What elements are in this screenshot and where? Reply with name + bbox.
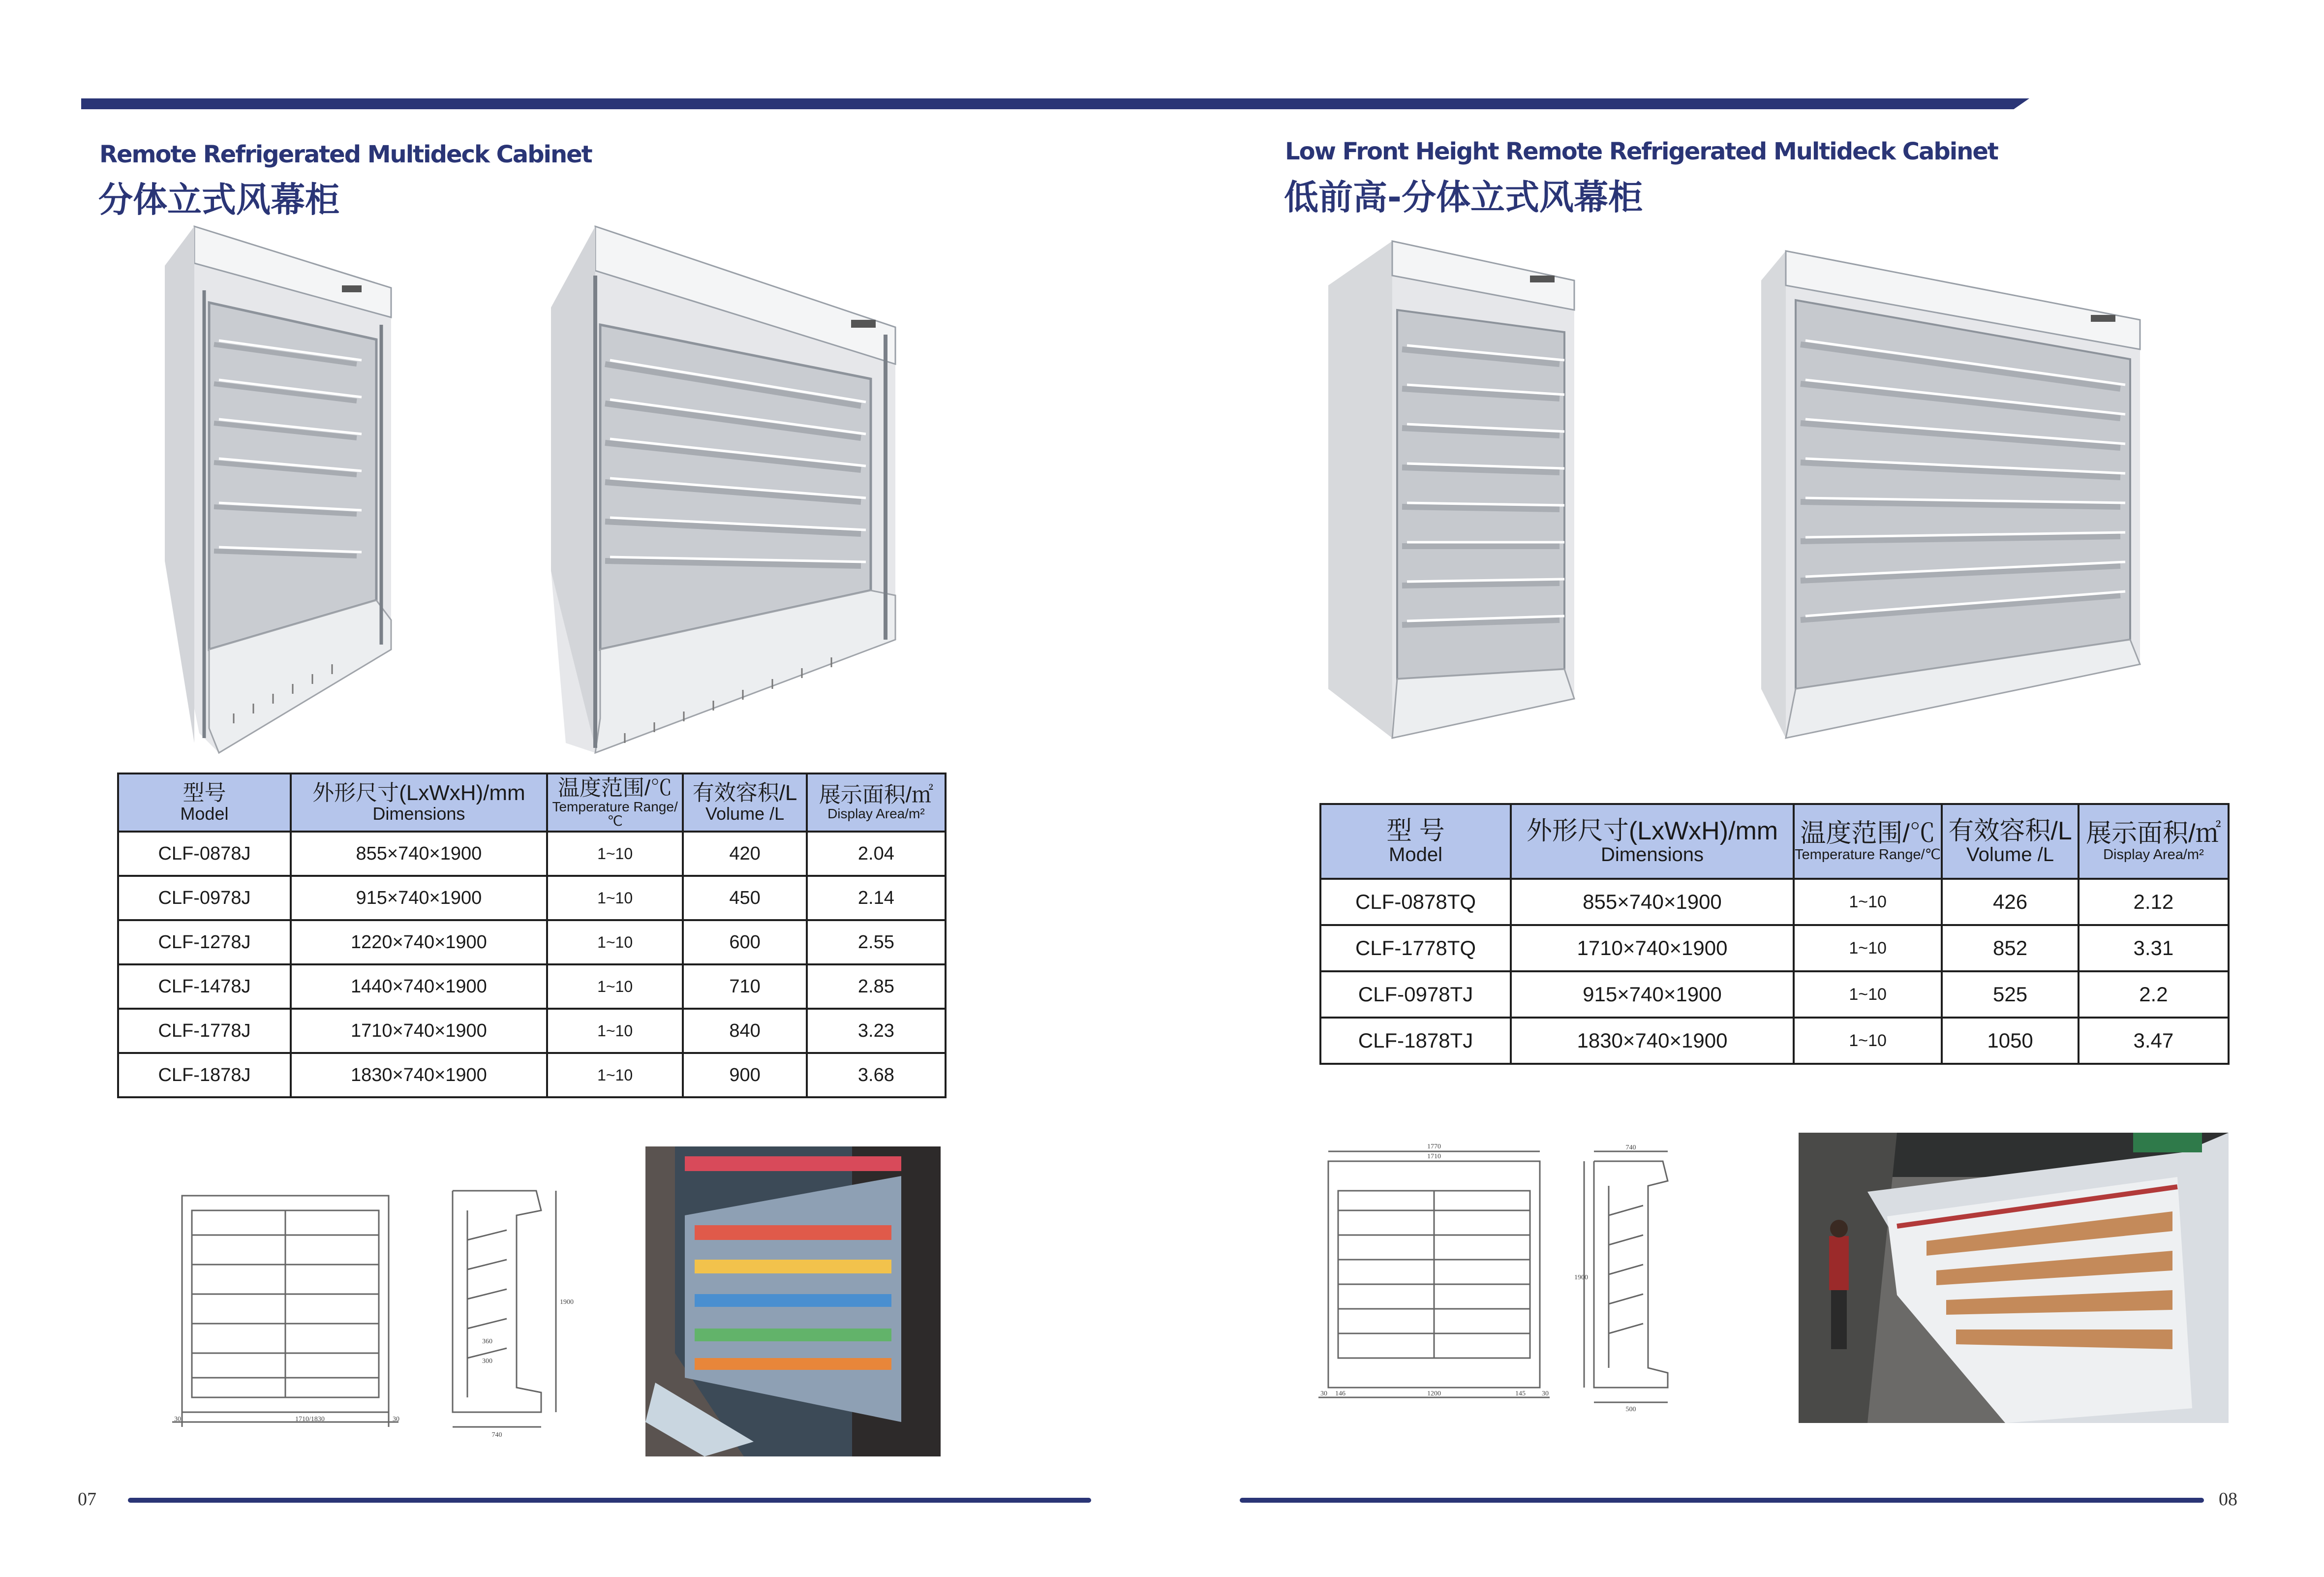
- table-row: [118, 1009, 946, 1053]
- drawing-shelf-b-label: 300: [482, 1358, 492, 1365]
- drawing-left-margin-label: 30: [174, 1416, 181, 1423]
- cell-temperature: 1~10: [547, 876, 683, 920]
- header-model: 型号 Model: [118, 773, 291, 832]
- header-volume: 有效容积/L Volume /L: [1942, 804, 2078, 879]
- drawing-margin-a-label: 146: [1335, 1390, 1345, 1397]
- cell-temperature: 1~10: [547, 832, 683, 876]
- drawing-height-label: 1900: [1574, 1274, 1588, 1281]
- drawing-bottom-depth-label: 500: [1625, 1406, 1636, 1413]
- cell-dimensions: 855×740×1900: [1511, 879, 1794, 925]
- cell-volume: 525: [1942, 971, 2078, 1018]
- cell-temperature: 1~10: [547, 1009, 683, 1053]
- drawing-depth-label: 740: [491, 1431, 502, 1439]
- left-fridge-small-image: [145, 216, 401, 763]
- drawing-bottom-width-label: 1200: [1427, 1390, 1441, 1397]
- cell-display-area: 2.2: [2079, 971, 2229, 1018]
- cell-volume: 600: [683, 920, 806, 964]
- right-title-cn: 低前高-分体立式风幕柜: [1284, 177, 1643, 217]
- right-fridge-small-image: [1323, 236, 1579, 743]
- left-title-cn: 分体立式风幕柜: [98, 180, 339, 220]
- cell-dimensions: 855×740×1900: [291, 832, 547, 876]
- cell-volume: 1050: [1942, 1018, 2078, 1064]
- cell-model: CLF-1778TQ: [1320, 925, 1511, 971]
- header-temperature: 温度范围/℃ Temperature Range/℃: [547, 773, 683, 832]
- drawing-height-label: 1900: [560, 1299, 574, 1306]
- drawing-overall-width-label: 1770: [1427, 1143, 1441, 1150]
- drawing-width-label: 1710/1830: [295, 1416, 325, 1423]
- cell-temperature: 1~10: [1794, 879, 1942, 925]
- table-row: [1320, 879, 2229, 925]
- cell-display-area: 3.47: [2079, 1018, 2229, 1064]
- table-row: [1320, 925, 2229, 971]
- cell-display-area: 3.31: [2079, 925, 2229, 971]
- cell-display-area: 2.14: [807, 876, 946, 920]
- right-supermarket-photo: [1799, 1133, 2229, 1423]
- left-store-photo: [645, 1146, 941, 1456]
- right-title-en: Low Front Height Remote Refrigerated Multideck Cabinet: [1285, 138, 1998, 165]
- cell-model: CLF-1278J: [118, 920, 291, 964]
- cell-model: CLF-0978J: [118, 876, 291, 920]
- cell-dimensions: 1220×740×1900: [291, 920, 547, 964]
- table-header-row: [1320, 804, 2229, 879]
- bottom-rule-left: [128, 1498, 1091, 1503]
- cell-temperature: 1~10: [1794, 1018, 1942, 1064]
- drawing-left-margin-label: 30: [1320, 1390, 1327, 1397]
- drawing-right-margin-label: 30: [393, 1416, 399, 1423]
- drawing-width-label: 1710: [1427, 1153, 1441, 1160]
- cell-volume: 900: [683, 1053, 806, 1097]
- cell-volume: 450: [683, 876, 806, 920]
- table-row: [118, 1053, 946, 1097]
- table-row: [1320, 1018, 2229, 1064]
- cell-dimensions: 1830×740×1900: [1511, 1018, 1794, 1064]
- bottom-rule-right: [1240, 1498, 2204, 1503]
- cell-model: CLF-1878J: [118, 1053, 291, 1097]
- cell-temperature: 1~10: [547, 920, 683, 964]
- cell-display-area: 2.12: [2079, 879, 2229, 925]
- cell-display-area: 3.23: [807, 1009, 946, 1053]
- cell-volume: 852: [1942, 925, 2078, 971]
- table-row: [118, 920, 946, 964]
- cell-model: CLF-1778J: [118, 1009, 291, 1053]
- table-header-row: [118, 773, 946, 832]
- cell-dimensions: 1710×740×1900: [1511, 925, 1794, 971]
- page-number-right: 08: [2219, 1489, 2237, 1510]
- header-model: 型 号 Model: [1320, 804, 1511, 879]
- cell-temperature: 1~10: [1794, 925, 1942, 971]
- page-number-left: 07: [78, 1489, 96, 1510]
- top-accent-bar: [81, 98, 2029, 109]
- right-technical-drawing: [1309, 1142, 1682, 1417]
- cell-volume: 710: [683, 964, 806, 1009]
- cell-volume: 840: [683, 1009, 806, 1053]
- cell-volume: 426: [1942, 879, 2078, 925]
- cell-temperature: 1~10: [547, 1053, 683, 1097]
- header-volume: 有效容积/L Volume /L: [683, 773, 806, 832]
- table-row: [118, 964, 946, 1009]
- header-display-area: 展示面积/㎡ Display Area/m²: [807, 773, 946, 832]
- header-dimensions: 外形尺寸(LxWxH)/mm Dimensions: [291, 773, 547, 832]
- cell-model: CLF-1478J: [118, 964, 291, 1009]
- cell-display-area: 3.68: [807, 1053, 946, 1097]
- cell-model: CLF-0978TJ: [1320, 971, 1511, 1018]
- left-fridge-large-image: [546, 216, 900, 763]
- left-technical-drawing: [162, 1181, 585, 1447]
- left-spec-table: [117, 773, 947, 1098]
- header-dimensions: 外形尺寸(LxWxH)/mm Dimensions: [1511, 804, 1794, 879]
- drawing-margin-b-label: 145: [1515, 1390, 1526, 1397]
- drawing-right-margin-label: 30: [1542, 1390, 1549, 1397]
- cell-temperature: 1~10: [1794, 971, 1942, 1018]
- cell-dimensions: 1710×740×1900: [291, 1009, 547, 1053]
- cell-display-area: 2.04: [807, 832, 946, 876]
- cell-dimensions: 1830×740×1900: [291, 1053, 547, 1097]
- cell-model: CLF-0878J: [118, 832, 291, 876]
- header-temperature: 温度范围/℃ Temperature Range/℃: [1794, 804, 1942, 879]
- right-fridge-large-image: [1756, 246, 2145, 743]
- drawing-shelf-a-label: 360: [482, 1338, 492, 1345]
- table-row: [118, 876, 946, 920]
- table-row: [118, 832, 946, 876]
- cell-dimensions: 915×740×1900: [291, 876, 547, 920]
- drawing-depth-label: 740: [1625, 1144, 1636, 1151]
- left-title-en: Remote Refrigerated Multideck Cabinet: [99, 141, 592, 168]
- cell-model: CLF-0878TQ: [1320, 879, 1511, 925]
- cell-display-area: 2.85: [807, 964, 946, 1009]
- cell-model: CLF-1878TJ: [1320, 1018, 1511, 1064]
- header-display-area: 展示面积/㎡ Display Area/m²: [2079, 804, 2229, 879]
- cell-dimensions: 1440×740×1900: [291, 964, 547, 1009]
- cell-volume: 420: [683, 832, 806, 876]
- cell-temperature: 1~10: [547, 964, 683, 1009]
- cell-dimensions: 915×740×1900: [1511, 971, 1794, 1018]
- table-row: [1320, 971, 2229, 1018]
- right-spec-table: [1319, 803, 2230, 1065]
- cell-display-area: 2.55: [807, 920, 946, 964]
